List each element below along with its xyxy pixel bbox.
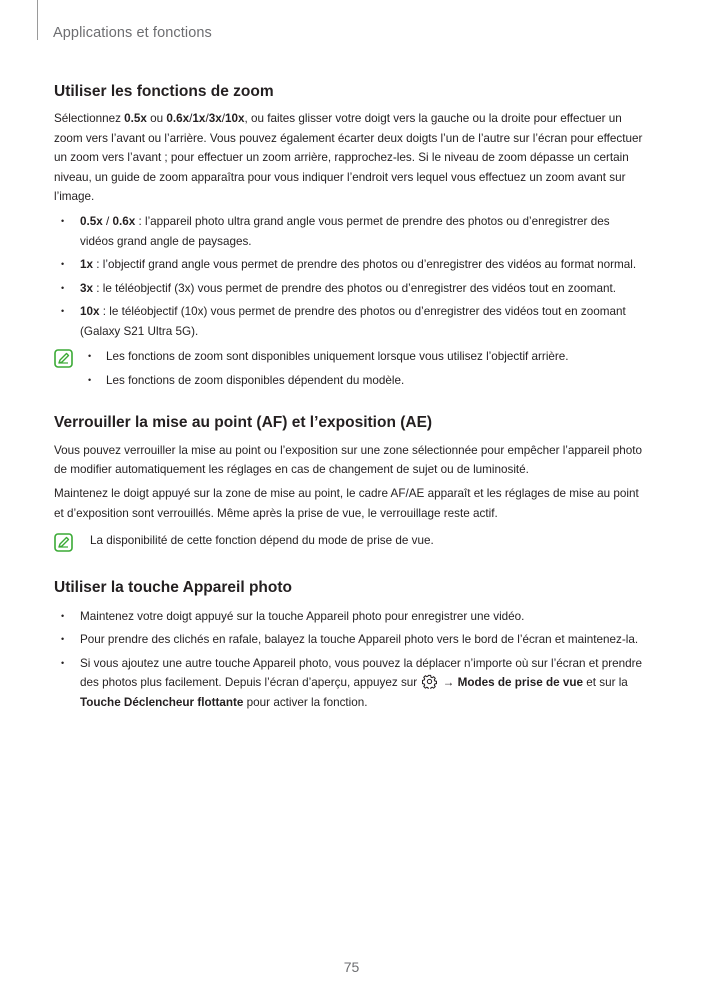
note-icon (54, 533, 73, 552)
list-item: • 1x : l’objectif grand angle vous permet de prendre des photos ou d’enregistrer des vidéos au format normal. (61, 258, 637, 272)
shutter-bullet-list (54, 607, 646, 713)
zoom-bullet-list (54, 212, 646, 342)
zoom-note (54, 347, 646, 391)
settings-gear-icon (422, 674, 437, 689)
list-item: • 10x : le téléobjectif (10x) vous permet de prendre des photos ou d’enregistrer des vidéos tout en zoomant (Galaxy S21 Ultra 5G). (61, 305, 626, 338)
lock-note (54, 531, 646, 551)
lock-heading: Verrouiller la mise au point (AF) et l’exposition (AE) (54, 413, 433, 431)
list-item: • Maintenez votre doigt appuyé sur la touche Appareil photo pour enregistrer une vidéo. (61, 609, 525, 623)
lock-note-text: La disponibilité de cette fonction dépend du mode de prise de vue. (90, 534, 434, 548)
note-icon (54, 349, 73, 368)
header-divider (37, 0, 38, 40)
shutter-heading: Utiliser la touche Appareil photo (54, 578, 292, 596)
lock-paragraph-2: Maintenez le doigt appuyé sur la zone de mise au point, le cadre AF/AE apparaît et les réglages de mise au point et d’exposition sont verrouillés. Même après la prise de vue, le verrouillage reste actif. (54, 486, 639, 520)
list-item: • 0.5x / 0.6x : l’appareil photo ultra grand angle vous permet de prendre des photos ou d’enregistrer des vidéos grand angle de paysages. (61, 214, 610, 248)
list-item: • Les fonctions de zoom sont disponibles uniquement lorsque vous utilisez l’objectif arrière. (88, 349, 569, 363)
page-number: 75 (343, 959, 360, 975)
list-item: • 3x : le téléobjectif (3x) vous permet de prendre des photos ou d’enregistrer des vidéos tout en zoomant. (61, 281, 617, 295)
zoom-intro: Sélectionnez 0.5x ou 0.6x/1x/3x/10x, ou faites glisser votre doigt vers la gauche ou la droite pour effectuer un zoom vers l’avant ou l’arrière. Vous pouvez également écarter deux doigts l’un de l’autre sur l’écran pour effectuer un zoom vers l’avant ; pour effectuer un zoom arrière, rapprochez-les. Si le niveau de zoom dépasse un certain niveau, un guide de zoom apparaîtra pour vous indiquer l’endroit vers lequel vous effectuez un zoom avant sur l’image. (54, 112, 643, 204)
list-item: • Les fonctions de zoom disponibles dépendent du modèle. (88, 374, 405, 388)
list-item: • Pour prendre des clichés en rafale, balayez la touche Appareil photo vers le bord de l’écran et maintenez-la. (61, 633, 639, 647)
lock-paragraph-1: Vous pouvez verrouiller la mise au point ou l’exposition sur une zone sélectionnée pour empêcher l’appareil photo de modifier automatiquement les réglages en cas de changement de sujet ou de luminosité. (54, 443, 642, 477)
section-header: Applications et fonctions (53, 25, 212, 41)
page-content (54, 82, 646, 713)
zoom-heading: Utiliser les fonctions de zoom (54, 83, 274, 100)
list-item: • Si vous ajoutez une autre touche Appareil photo, vous pouvez la déplacer n’importe où sur l’écran et prendre des photos plus facilement. Depuis l’écran d’aperçu, appuyez sur → Modes de prise de vue et sur la Touche Déclencheur flottante pour activer la fonction. (61, 656, 642, 710)
